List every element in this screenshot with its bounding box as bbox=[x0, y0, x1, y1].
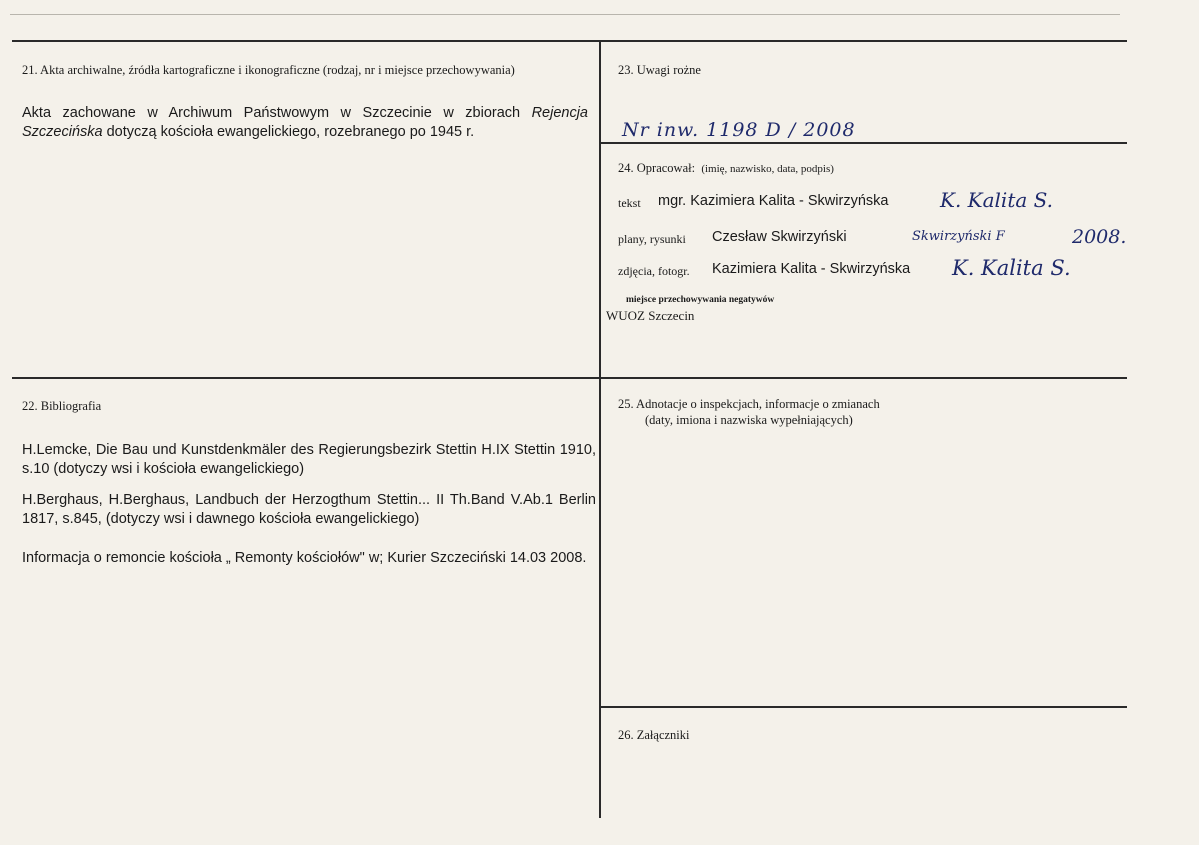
signature-year: 2008. bbox=[1072, 226, 1127, 248]
field-21-label: 21. Akta archiwalne, źródła kartograficzne i ikonograficzne (rodzaj, nr i miejsce przechowywania) bbox=[22, 63, 515, 77]
field-23-label: 23. Uwagi rożne bbox=[618, 63, 701, 77]
bibliography-entry-1: H.Lemcke, Die Bau und Kunstdenkmäler des Regierungsbezirk Stettin H.IX Stettin 1910, s.10 (dotyczy wsi i kościoła ewangelickiego) bbox=[22, 442, 596, 477]
bibliography-entry-3: Informacja o remoncie kościoła „ Remonty kościołów" w; Kurier Szczeciński 14.03 2008. bbox=[22, 550, 587, 566]
signature-drawings-author: Skwirzyński F bbox=[912, 229, 1005, 244]
field-24-label bbox=[618, 161, 834, 176]
signature-text-author: K. Kalita S. bbox=[940, 188, 1053, 212]
row-tekst-name: mgr. Kazimiera Kalita - Skwirzyńska bbox=[658, 193, 889, 209]
row-zdjecia-name: Kazimiera Kalita - Skwirzyńska bbox=[712, 261, 911, 277]
top-faint-rule bbox=[10, 14, 1120, 15]
rule-after-23 bbox=[601, 142, 1127, 144]
rule-before-26 bbox=[601, 706, 1127, 708]
negatives-value: WUOZ Szczecin bbox=[606, 308, 695, 323]
field-26-label: 26. Załączniki bbox=[618, 728, 690, 742]
rule-middle bbox=[12, 377, 1127, 379]
negatives-label: miejsce przechowywania negatywów bbox=[626, 295, 775, 305]
field-21-text-plain: Akta zachowane w Archiwum Państwowym w Szczecinie w zbiorach bbox=[22, 105, 532, 121]
field-22-label: 22. Bibliografia bbox=[22, 399, 102, 413]
row-plany-name: Czesław Skwirzyński bbox=[712, 229, 847, 245]
bibliography-entry-2: H.Berghaus, H.Berghaus, Landbuch der Herzogthum Stettin... II Th.Band V.Ab.1 Berlin 1817, s.845, (dotyczy wsi i dawnego kościoła ewangelickiego) bbox=[22, 492, 596, 527]
rule-top bbox=[12, 40, 1127, 42]
field-24-sublabel: (imię, nazwisko, data, podpis) bbox=[701, 163, 834, 175]
field-21-text bbox=[22, 104, 588, 142]
field-21-text-italic: Rejencja Szczecińska bbox=[22, 105, 588, 140]
rule-center bbox=[599, 40, 601, 818]
field-21-text-rest: dotyczą kościoła ewangelickiego, rozebranego po 1945 r. bbox=[102, 124, 475, 140]
field-24-label-main: 24. Opracował: bbox=[618, 161, 696, 175]
inventory-number-handwritten: Nr inw. 1198 D / 2008 bbox=[622, 119, 856, 141]
row-zdjecia-role: zdjęcia, fotogr. bbox=[618, 264, 690, 278]
row-tekst-role: tekst bbox=[618, 196, 641, 210]
signature-photos-author: K. Kalita S. bbox=[952, 256, 1071, 280]
field-25-label: 25. Adnotacje o inspekcjach, informacje o zmianach bbox=[618, 397, 880, 411]
row-plany-role: plany, rysunki bbox=[618, 232, 686, 246]
field-25-sublabel: (daty, imiona i nazwiska wypełniających) bbox=[645, 413, 853, 427]
